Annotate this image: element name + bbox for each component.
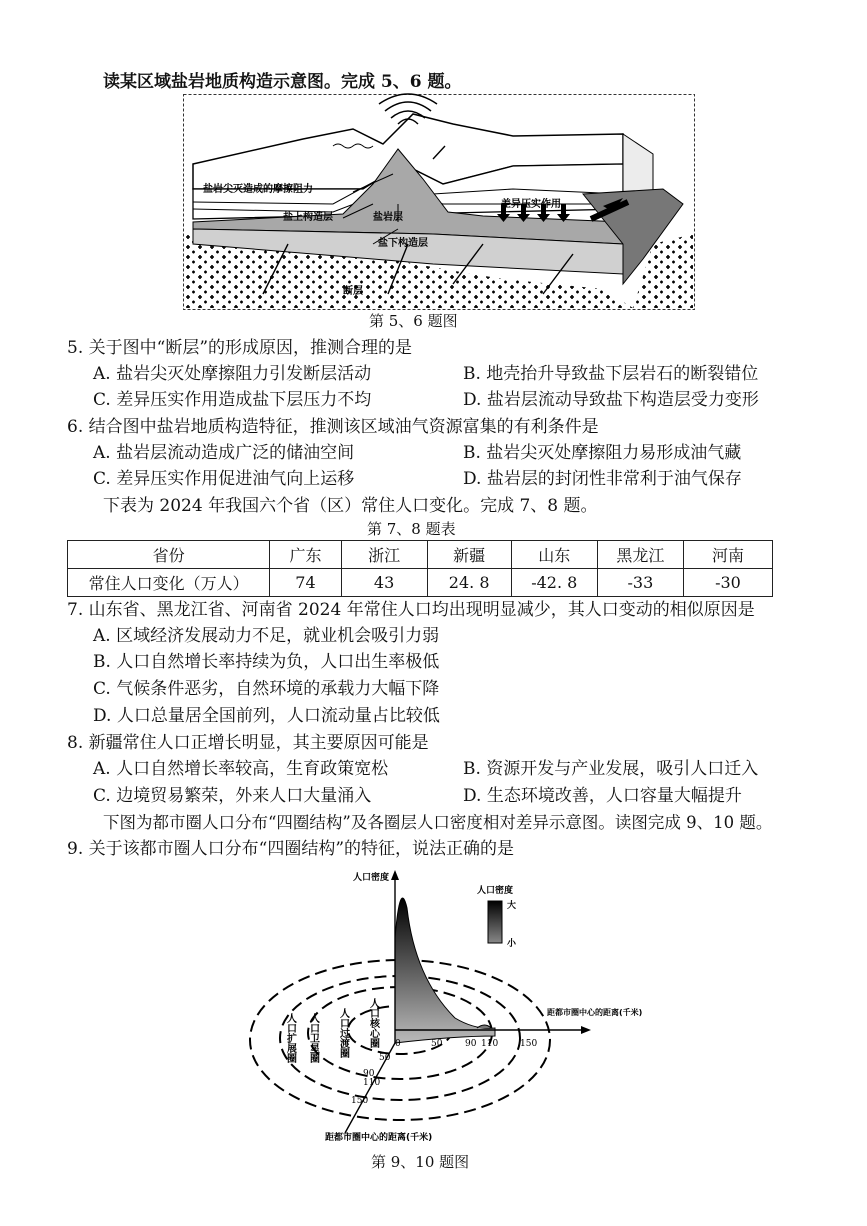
intro-q7-8: 下表为 2024 年我国六个省（区）常住人口变化。完成 7、8 题。 xyxy=(103,496,598,516)
q8-option-b: B. 资源开发与产业发展，吸引人口迁入 xyxy=(463,759,759,779)
tick-front: 90 xyxy=(363,1069,375,1079)
legend-low: 小 xyxy=(507,939,517,949)
table-cell: -33 xyxy=(597,569,683,597)
table-cell: 常住人口变化（万人） xyxy=(68,569,270,597)
tick-right: 110 xyxy=(481,1039,499,1049)
table-row xyxy=(68,569,773,597)
ring-label-expansion: 人口扩展圈 xyxy=(284,1013,296,1063)
table-header-cell: 河南 xyxy=(683,541,772,569)
q8-option-c: C. 边境贸易繁荣，外来人口大量涌入 xyxy=(93,786,372,806)
q8-option-d: D. 生态环境改善，人口容量大幅提升 xyxy=(463,786,742,806)
q6-option-a: A. 盐岩层流动造成广泛的储油空间 xyxy=(93,443,355,463)
q7-option-d: D. 人口总量居全国前列，人口流动量占比较低 xyxy=(93,706,440,726)
tick-front: 150 xyxy=(351,1096,369,1106)
q8-stem: 8. 新疆常住人口正增长明显，其主要原因可能是 xyxy=(67,733,429,753)
legend-title: 人口密度 xyxy=(477,886,514,896)
q6-option-d: D. 盐岩层的封闭性非常利于油气保存 xyxy=(463,469,742,489)
q7-option-c: C. 气候条件恶劣，自然环境的承载力大幅下降 xyxy=(93,679,440,699)
label-pressure: 差异压实作用 xyxy=(501,199,561,210)
intro-q5-6: 读某区域盐岩地质构造示意图。完成 5、6 题。 xyxy=(103,72,462,92)
table-header-cell: 新疆 xyxy=(427,541,511,569)
q6-option-c: C. 差异压实作用促进油气向上运移 xyxy=(93,469,355,489)
figure-caption-5-6: 第 5、6 题图 xyxy=(369,312,458,330)
label-lower-layer: 盐下构造层 xyxy=(378,238,428,249)
salt-rock-geology-diagram xyxy=(183,94,695,310)
q7-option-b: B. 人口自然增长率持续为负，人口出生率极低 xyxy=(93,652,440,672)
table-header-cell: 省份 xyxy=(68,541,270,569)
metro-population-density-diagram xyxy=(255,868,643,1150)
q8-option-a: A. 人口自然增长率较高，生育政策宽松 xyxy=(93,759,389,779)
table-cell: -30 xyxy=(683,569,772,597)
table-header-cell: 山东 xyxy=(511,541,597,569)
tick-right: 0 xyxy=(395,1039,401,1049)
population-change-table xyxy=(67,540,773,597)
label-upper-layer: 盐上构造层 xyxy=(283,212,333,223)
q5-option-c: C. 差异压实作用造成盐下层压力不均 xyxy=(93,390,372,410)
legend-high: 大 xyxy=(507,901,517,911)
tick-front: 110 xyxy=(363,1078,381,1088)
y-axis-label: 人口密度 xyxy=(353,873,390,883)
ring-label-satellite: 人口卫星圈 xyxy=(307,1013,319,1063)
table-cell: 24. 8 xyxy=(427,569,511,597)
q6-stem: 6. 结合图中盐岩地质构造特征，推测该区域油气资源富集的有利条件是 xyxy=(67,417,599,437)
table-caption: 第 7、8 题表 xyxy=(367,520,456,538)
table-cell: 43 xyxy=(341,569,427,597)
z-axis-label: 距都市圈中心的距离(千米) xyxy=(325,1133,433,1143)
intro-q9-10: 下图为都市圈人口分布“四圈结构”及各圈层人口密度相对差异示意图。读图完成 9、10 题。 xyxy=(103,813,773,832)
q6-option-b: B. 盐岩尖灭处摩擦阻力易形成油气藏 xyxy=(463,443,742,463)
q9-stem: 9. 关于该都市圈人口分布“四圈结构”的特征，说法正确的是 xyxy=(67,839,515,859)
table-header-cell: 广东 xyxy=(270,541,341,569)
q5-stem: 5. 关于图中“断层”的形成原因，推测合理的是 xyxy=(67,338,413,358)
tick-right: 50 xyxy=(431,1039,443,1049)
table-header-cell: 黑龙江 xyxy=(597,541,683,569)
x-axis-label: 距都市圈中心的距离(千米) xyxy=(547,1008,643,1017)
tick-right: 90 xyxy=(465,1039,477,1049)
q5-option-d: D. 盐岩层流动导致盐下构造层受力变形 xyxy=(463,390,759,410)
tick-right: 150 xyxy=(520,1039,538,1049)
table-header-cell: 浙江 xyxy=(341,541,427,569)
table-cell: 74 xyxy=(270,569,341,597)
label-friction: 盐岩尖灭造成的摩擦阻力 xyxy=(203,184,313,195)
q5-option-a: A. 盐岩尖灭处摩擦阻力引发断层活动 xyxy=(93,364,372,384)
label-fault: 断层 xyxy=(343,286,363,297)
ring-label-transition: 人口过渡圈 xyxy=(337,1008,349,1058)
label-salt-layer: 盐岩层 xyxy=(373,212,403,223)
table-cell: -42. 8 xyxy=(511,569,597,597)
q7-option-a: A. 区域经济发展动力不足，就业机会吸引力弱 xyxy=(93,626,440,646)
table-header-row xyxy=(68,541,773,569)
tick-front: 50 xyxy=(379,1053,391,1063)
q7-stem: 7. 山东省、黑龙江省、河南省 2024 年常住人口均出现明显减少，其人口变动的相似原因是 xyxy=(67,600,755,620)
figure-caption-9-10: 第 9、10 题图 xyxy=(371,1153,470,1171)
legend-bar xyxy=(488,901,502,943)
q5-option-b: B. 地壳抬升导致盐下层岩石的断裂错位 xyxy=(463,364,759,384)
ring-label-core: 人口核心圈 xyxy=(367,998,379,1048)
